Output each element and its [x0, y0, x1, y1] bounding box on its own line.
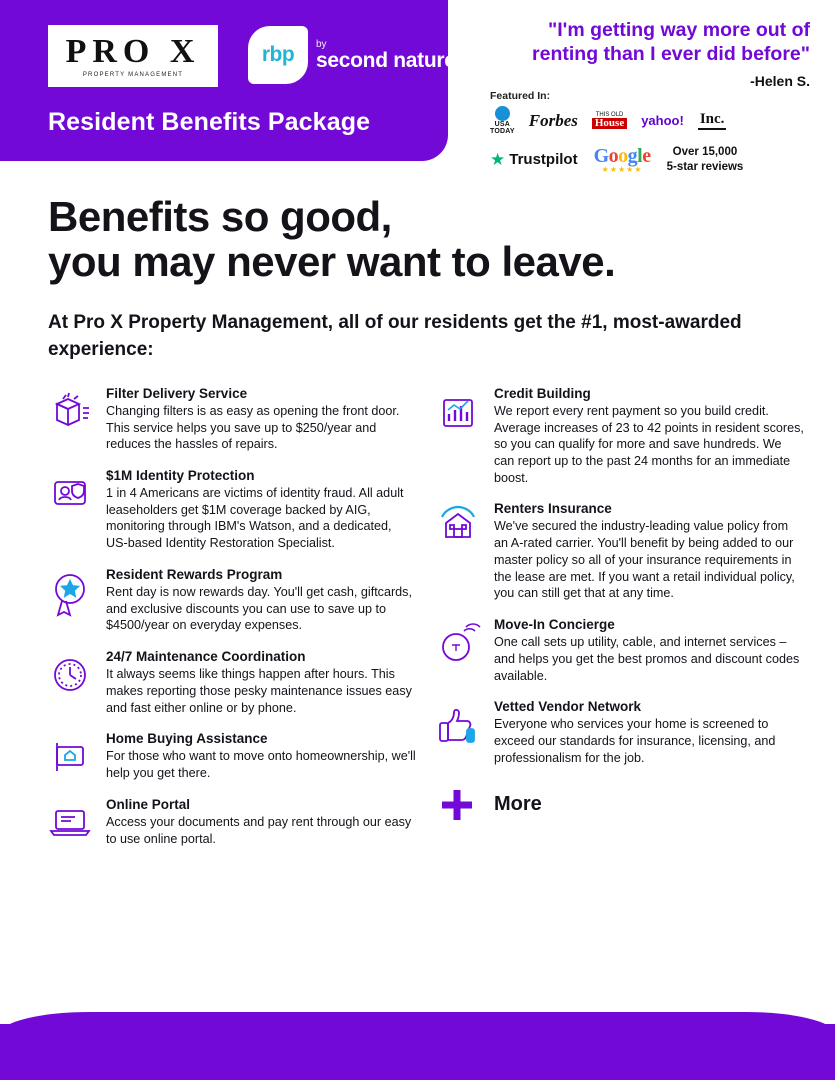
google-logo: [594, 146, 651, 174]
benefit-item: [44, 567, 416, 634]
header: [0, 0, 835, 172]
google-wordmark: Google: [593, 144, 651, 167]
header-title: Resident Benefits Package: [48, 108, 371, 136]
benefit-item: [432, 617, 804, 684]
second-nature-name: second nature: [316, 48, 456, 72]
benefit-text: One call sets up utility, cable, and internet services – and helps you get the best promos and discount codes available.: [494, 635, 800, 683]
headline-line-1: Benefits so good,: [48, 193, 392, 240]
second-nature-wordmark: [316, 40, 456, 71]
for-sale-sign-icon: [44, 731, 96, 781]
benefit-text: 1 in 4 Americans are victims of identity fraud. All adult leaseholders get $1M coverage backed by AIG, monitoring through IBM's Watson, and a dedicated, US-based Identity Restoration Specialist.: [106, 486, 404, 551]
benefit-title: Resident Rewards Program: [106, 566, 283, 582]
benefit-text: Changing filters is as easy as opening the front door. This service helps you save up to $250/year and reduces the hassles of repairs.: [106, 403, 400, 452]
review-count-line2: 5-star reviews: [666, 160, 744, 173]
rbp-badge-label: rbp: [261, 43, 295, 66]
review-count: [667, 145, 744, 175]
trustpilot-label: Trustpilot: [509, 151, 578, 169]
usa-today-line2: TODAY: [490, 128, 515, 135]
benefit-text: Everyone who services your home is screened to exceed our standards for insurance, licensing, and professionalism for the job.: [494, 717, 776, 765]
benefit-title: Filter Delivery Service: [106, 385, 248, 401]
benefit-item: [44, 649, 416, 716]
benefit-title: Credit Building: [494, 385, 591, 401]
benefit-body: [106, 567, 416, 634]
this-old-house-line1: THIS OLD: [595, 112, 624, 118]
quote-text: "I'm getting way more out of renting than I ever did before": [532, 19, 810, 66]
prox-logo-tagline: PROPERTY MANAGEMENT: [82, 71, 184, 78]
featured-in-block: [490, 90, 810, 175]
benefit-text: It always seems like things happen after hours. This makes reporting those pesky maintenance issues easy and fast either online or by phone.: [106, 667, 412, 715]
forbes-logo: Forbes: [528, 110, 578, 130]
benefit-text: For those who want to move onto homeownership, we'll help you get there.: [106, 749, 416, 781]
prox-logo: [48, 25, 218, 87]
benefits-columns: [44, 386, 804, 862]
yahoo-logo: yahoo!: [641, 113, 684, 128]
benefit-text: Rent day is now rewards day. You'll get cash, giftcards, and exclusive discounts you can use to save up to $4500/year on everyday expenses.: [106, 584, 412, 633]
benefit-item: [44, 468, 416, 552]
rbp-second-nature-logo: [248, 26, 456, 84]
benefit-item: [44, 386, 416, 453]
testimonial-quote: [480, 18, 810, 89]
benefit-body: [106, 797, 416, 847]
featured-in-label: Featured In:: [490, 90, 551, 102]
benefit-body: [494, 699, 804, 766]
bar-chart-icon: [432, 386, 484, 487]
prox-logo-wordmark: PRO X: [65, 32, 201, 70]
benefit-body: [494, 386, 804, 487]
benefit-title: Online Portal: [106, 796, 191, 812]
benefit-title: Vetted Vendor Network: [494, 699, 642, 715]
page-subheadline: At Pro X Property Management, all of our residents get the #1, most-awarded experience:: [48, 311, 742, 361]
benefit-body: [494, 617, 804, 684]
trustpilot-logo: [490, 150, 578, 170]
rbp-badge-icon: [248, 26, 308, 84]
more-row: [434, 782, 804, 828]
benefit-body: [494, 501, 804, 602]
benefit-title: 24/7 Maintenance Coordination: [106, 649, 306, 665]
footer-bar: [0, 1024, 835, 1080]
inc-logo: Inc.: [698, 111, 727, 130]
benefit-item: [432, 386, 804, 487]
benefit-item: [44, 797, 416, 847]
trustpilot-star-icon: ★: [490, 149, 506, 169]
house-umbrella-icon: [432, 501, 484, 602]
benefit-title: Home Buying Assistance: [106, 731, 268, 747]
headline-line-2: you may never want to leave.: [48, 238, 616, 286]
id-shield-icon: [44, 468, 96, 552]
more-label: More: [494, 793, 542, 816]
benefit-item: [432, 699, 804, 766]
benefit-body: [106, 649, 416, 716]
page-headline: [48, 194, 835, 285]
review-count-line1: Over 15,000: [672, 146, 738, 158]
usa-today-logo: [490, 106, 515, 135]
second-nature-by: by: [316, 38, 327, 50]
usa-today-dot-icon: [495, 106, 510, 121]
benefit-body: [106, 468, 416, 552]
benefit-title: Renters Insurance: [494, 501, 612, 517]
this-old-house-logo: [592, 112, 627, 129]
benefit-title: $1M Identity Protection: [106, 468, 255, 484]
google-stars-icon: ★★★★★: [601, 164, 643, 174]
press-logo-row: [490, 106, 810, 135]
benefits-right-column: [432, 386, 804, 862]
benefit-text: We've secured the industry-leading value policy from an A-rated carrier. You'll benefit by being added to our master policy so all of your insurance requirements in the lease are met. If you want a retail individual policy, you can still get that at any time.: [494, 519, 795, 601]
benefit-body: [106, 731, 416, 781]
clock-icon: [44, 649, 96, 716]
benefits-left-column: [44, 386, 416, 862]
benefit-text: We report every rent payment so you build credit. Average increases of 23 to 42 points in resident scores, so you can qualify for more and save hundreds. We can report up to the past 24 months for an immediate boost.: [494, 403, 804, 485]
usa-today-line1: USA: [494, 121, 511, 128]
benefit-item: [432, 501, 804, 602]
quote-author: -Helen S.: [750, 72, 810, 89]
benefit-text: Access your documents and pay rent through our easy to use online portal.: [106, 814, 412, 846]
this-old-house-line2: House: [592, 118, 627, 129]
benefit-title: Move-In Concierge: [494, 617, 615, 633]
benefit-item: [44, 731, 416, 781]
plus-icon: [434, 782, 480, 828]
laptop-icon: [44, 797, 96, 847]
benefit-body: [106, 386, 416, 453]
thumbs-up-icon: [432, 699, 484, 766]
award-ribbon-icon: [44, 567, 96, 634]
reviews-row: [490, 145, 810, 175]
concierge-bell-icon: [432, 617, 484, 684]
filter-box-icon: [44, 386, 96, 453]
